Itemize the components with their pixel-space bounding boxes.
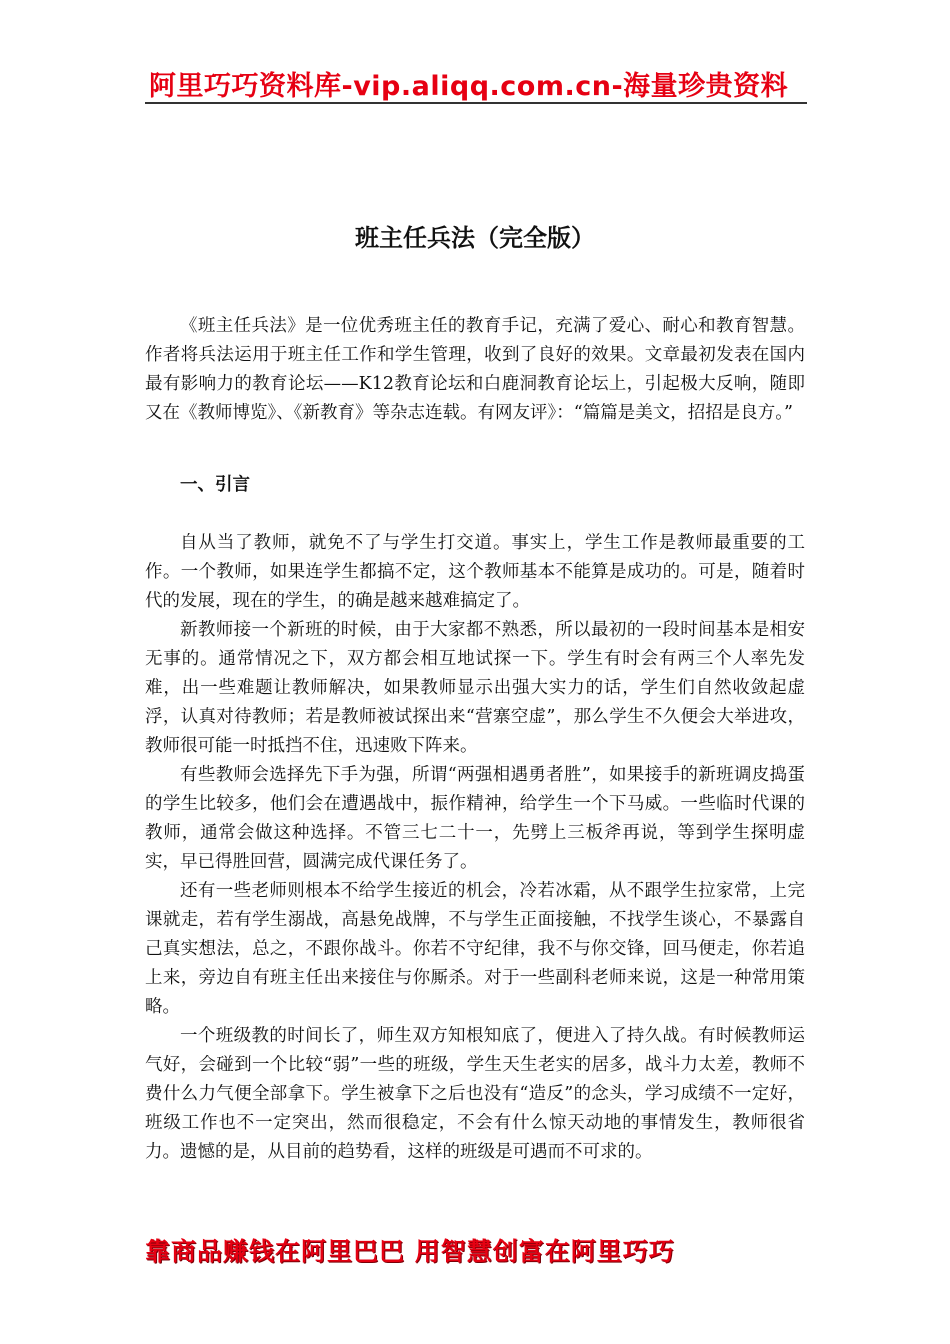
document-title: 班主任兵法（完全版）	[355, 224, 595, 252]
body-paragraph: 自从当了教师，就免不了与学生打交道。事实上，学生工作是教师最重要的工作。一个教师，如果连学生都搞不定，这个教师基本不能算是成功的。可是，随着时代的发展，现在的学生，的确是越来越难搞定了。	[145, 533, 805, 611]
body-paragraph: 新教师接一个新班的时候，由于大家都不熟悉，所以最初的一段时间基本是相安无事的。通常情况之下，双方都会相互地试探一下。学生有时会有两三个人率先发难，出一些难题让教师解决，如果教师显示出强大实力的话，学生们自然收敛起虚浮，认真对待教师；若是教师被试探出来“营寨空虚”，那么学生不久便会大举进攻，教师很可能一时抵挡不住，迅速败下阵来。	[145, 620, 805, 756]
document-body	[145, 312, 805, 1167]
header-banner-text: 阿里巧巧资料库-vip.aliqq.com.cn-海量珍贵资料	[149, 71, 789, 102]
body-paragraph: 有些教师会选择先下手为强，所谓“两强相遇勇者胜”，如果接手的新班调皮捣蛋的学生比较多，他们会在遭遇战中，振作精神，给学生一个下马威。一些临时代课的教师，通常会做这种选择。不管三七二十一，先劈上三板斧再说，等到学生探明虚实，早已得胜回营，圆满完成代课任务了。	[145, 765, 805, 872]
body-paragraph: 一个班级教的时间长了，师生双方知根知底了，便进入了持久战。有时候教师运气好，会碰到一个比较“弱”一些的班级，学生天生老实的居多，战斗力太差，教师不费什么力气便全部拿下。学生被拿下之后也没有“造反”的念头，学习成绩不一定好，班级工作也不一定突出，然而很稳定，不会有什么惊天动地的事情发生，教师很省力。遗憾的是，从目前的趋势看，这样的班级是可遇而不可求的。	[145, 1026, 805, 1162]
footer-slogan: 靠商品赚钱在阿里巴巴 用智慧创富在阿里巧巧	[145, 1237, 675, 1266]
section-heading: 一、引言	[180, 475, 250, 495]
intro-paragraph: 《班主任兵法》是一位优秀班主任的教育手记，充满了爱心、耐心和教育智慧。作者将兵法运用于班主任工作和学生管理，收到了良好的效果。文章最初发表在国内最有影响力的教育论坛——K12教育论坛和白鹿洞教育论坛上，引起极大反响，随即又在《教师博览》、《新教育》等杂志连载。有网友评》：“篇篇是美文，招招是良方。”	[145, 316, 805, 423]
header-banner	[145, 62, 807, 104]
body-paragraph: 还有一些老师则根本不给学生接近的机会，冷若冰霜，从不跟学生拉家常，上完课就走，若有学生溺战，高悬免战牌，不与学生正面接触，不找学生谈心，不暴露自己真实想法，总之，不跟你战斗。你若不守纪律，我不与你交锋，回马便走，你若追上来，旁边自有班主任出来接住与你厮杀。对于一些副科老师来说，这是一种常用策略。	[145, 881, 805, 1017]
